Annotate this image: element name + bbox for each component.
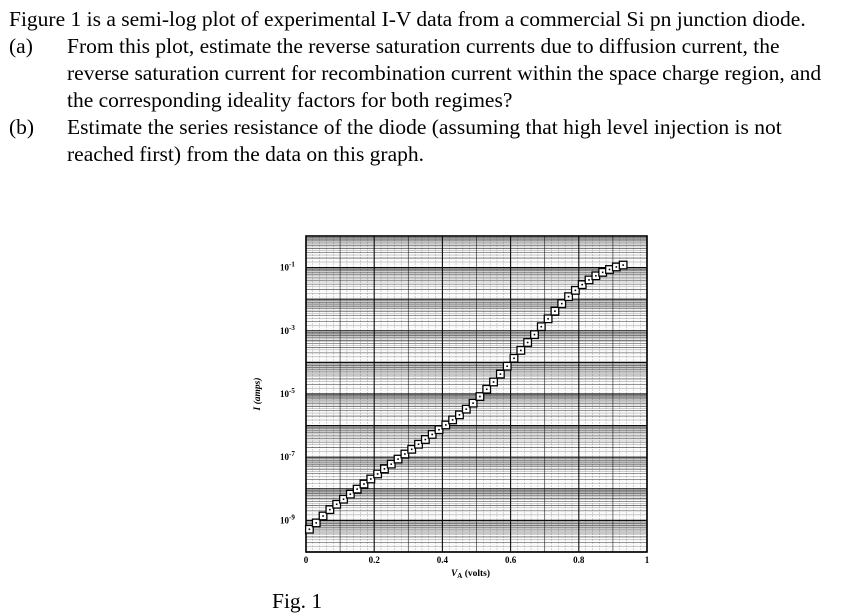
- data-point-center: [581, 284, 583, 286]
- data-point-center: [561, 303, 563, 305]
- data-point-center: [418, 443, 420, 445]
- y-tick-label: $10^{-5}$: [280, 387, 295, 399]
- data-point-center: [602, 272, 604, 274]
- x-tick-label: 1: [644, 555, 650, 565]
- data-point-center: [540, 326, 542, 328]
- part-label: (b): [9, 115, 35, 139]
- data-point-center: [459, 414, 461, 416]
- data-point-center: [322, 515, 324, 517]
- data-point-center: [370, 478, 372, 480]
- data-point-center: [445, 424, 447, 426]
- figure-caption: Fig. 1: [272, 589, 323, 613]
- data-point-center: [309, 528, 311, 530]
- data-point-center: [622, 264, 624, 266]
- data-point-center: [534, 334, 536, 336]
- data-point-center: [609, 269, 611, 271]
- data-point-center: [520, 350, 522, 352]
- part-text: From this plot, estimate the reverse saturation currents due to diffusion current, the reverse saturation current for recombination current within the space charge region, and the corresponding ideality factors for both regimes?: [67, 34, 822, 112]
- data-point-center: [500, 373, 502, 375]
- x-tick-label: 0.4: [436, 555, 449, 565]
- data-point-center: [363, 483, 365, 485]
- part-label: (a): [9, 34, 33, 58]
- data-point-center: [350, 493, 352, 495]
- problem-intro: Figure 1 is a semi-log plot of experimental I-V data from a commercial Si pn junction diode.: [9, 7, 806, 31]
- data-point-center: [595, 275, 597, 277]
- data-point-center: [472, 402, 474, 404]
- x-tick-label: 0.2: [368, 555, 380, 565]
- data-point-center: [616, 266, 618, 268]
- data-point-center: [438, 429, 440, 431]
- y-axis-label: I (amps): [253, 377, 263, 411]
- data-point-center: [411, 449, 413, 451]
- x-axis-label: $V_A$ (volts): [450, 569, 491, 580]
- data-point-center: [506, 365, 508, 367]
- data-point-center: [329, 509, 331, 511]
- data-point-center: [343, 498, 345, 500]
- data-point-center: [568, 296, 570, 298]
- part-text: Estimate the series resistance of the diode (assuming that high level injection is not reached first) from the data on this graph.: [67, 115, 782, 166]
- data-point-center: [425, 439, 427, 441]
- data-point-center: [486, 388, 488, 390]
- y-tick-label: $10^{-7}$: [280, 450, 295, 463]
- data-point-center: [377, 473, 379, 475]
- data-point-center: [588, 279, 590, 281]
- data-point-center: [513, 357, 515, 359]
- iv-semilog-figure: [248, 226, 668, 588]
- data-point-center: [336, 503, 338, 505]
- x-tick-label: 0: [303, 555, 309, 565]
- data-point-center: [431, 434, 433, 436]
- y-tick-label: $10^{-9}$: [280, 513, 295, 526]
- y-tick-label: $10^{-3}$: [280, 323, 295, 336]
- data-point-center: [356, 488, 358, 490]
- data-point-center: [404, 453, 406, 455]
- iv-semilog-chart: [248, 226, 668, 588]
- data-point-center: [575, 290, 577, 292]
- data-point-center: [554, 310, 556, 312]
- x-tick-label: 0.6: [504, 555, 517, 565]
- data-point-center: [527, 342, 529, 344]
- x-tick-label: 0.8: [573, 555, 585, 565]
- problem-statement: [9, 6, 839, 168]
- data-point-center: [452, 419, 454, 421]
- y-tick-label: $10^{-1}$: [280, 260, 295, 273]
- question-part-b: [9, 114, 839, 168]
- data-point-center: [390, 463, 392, 465]
- data-point-center: [315, 522, 317, 524]
- data-point-center: [397, 458, 399, 460]
- data-point-center: [493, 381, 495, 383]
- data-point-center: [547, 318, 549, 320]
- data-point-center: [479, 396, 481, 398]
- data-point-center: [465, 408, 467, 410]
- data-point-center: [384, 468, 386, 470]
- question-part-a: [9, 33, 839, 114]
